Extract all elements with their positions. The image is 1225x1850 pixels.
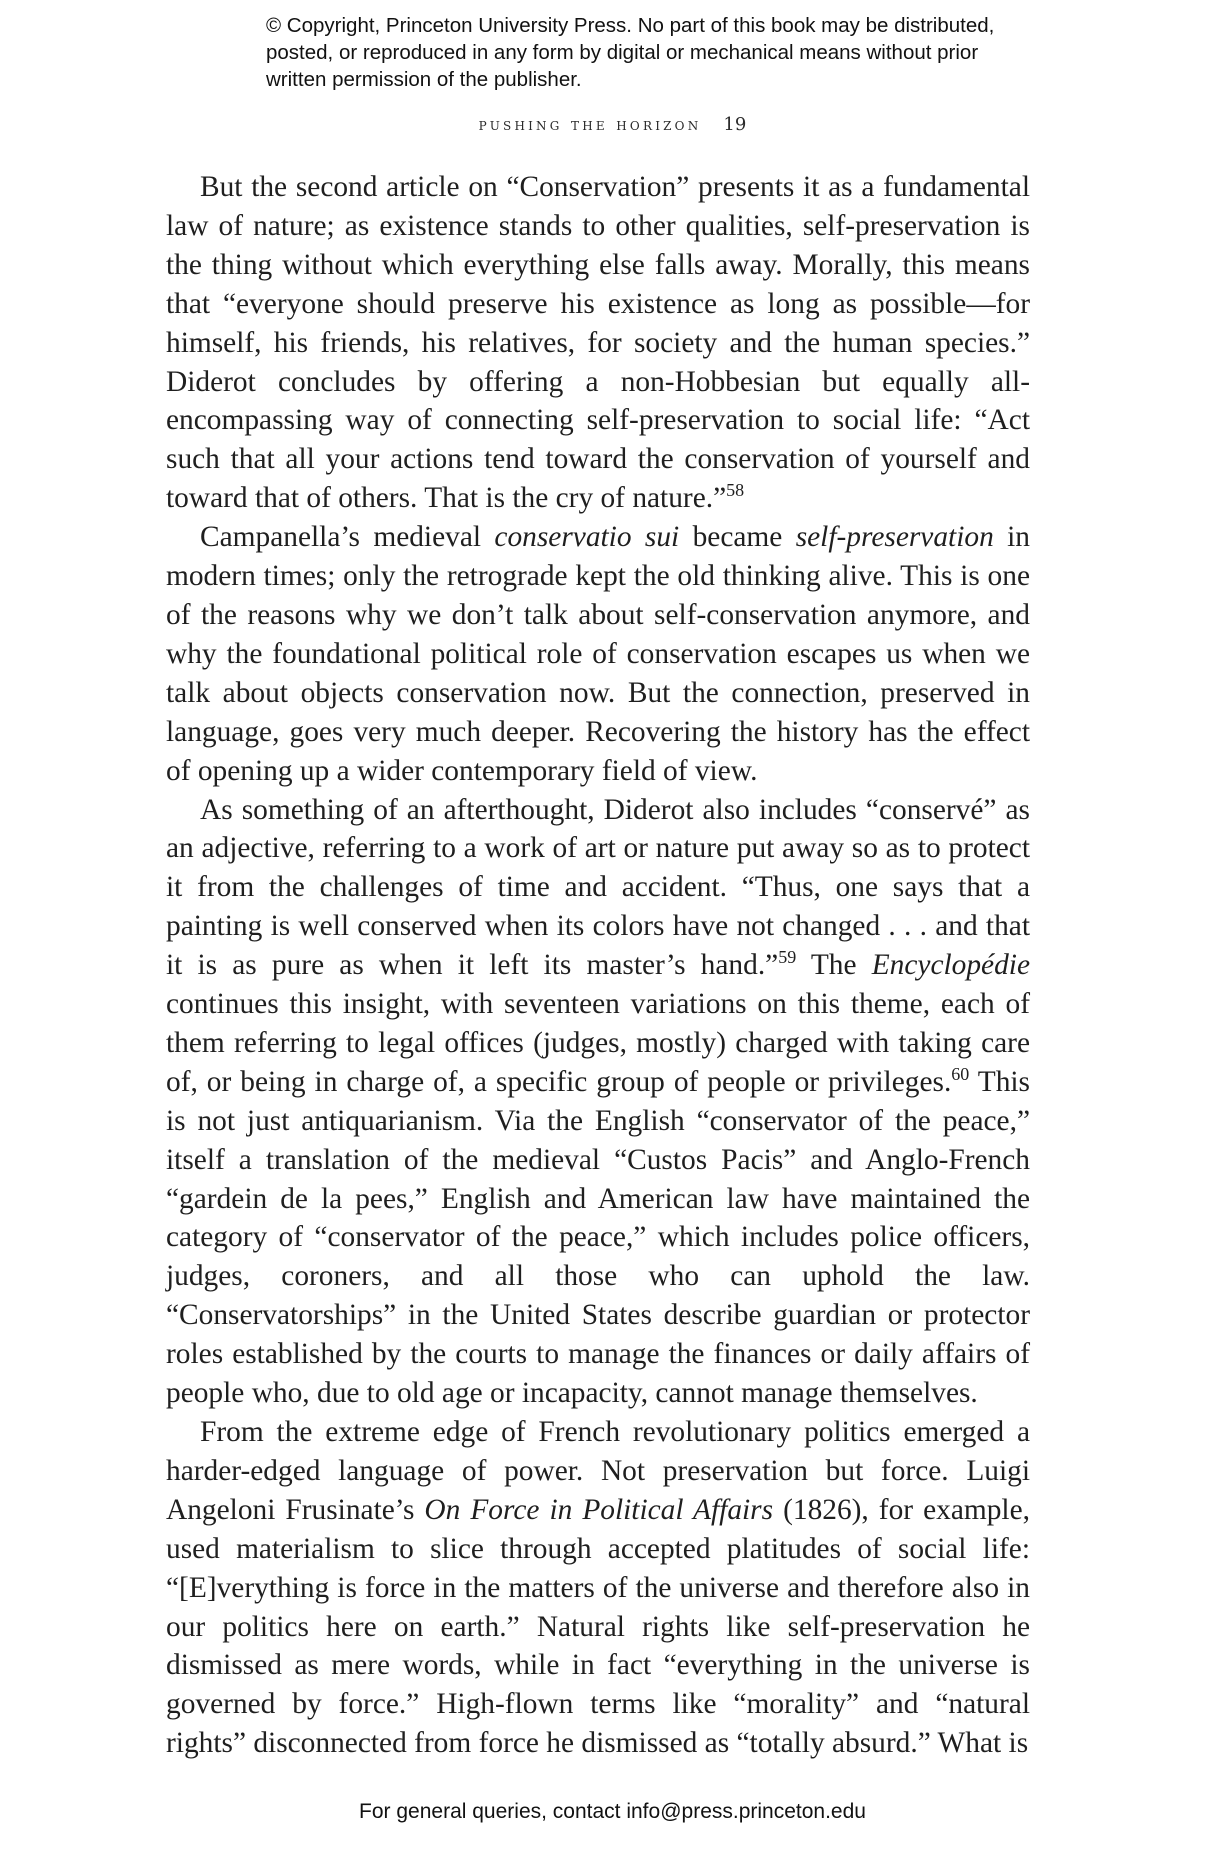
paragraph [166,791,1030,1414]
footnote-marker: 58 [726,480,745,501]
paragraph [166,518,1030,790]
page-number: 19 [723,114,747,135]
text-run: As something of an afterthought, Diderot also includes “conservé” as an adjective, referring to a work of art or nature put away so as to protect it from the challenges of time and accident. “Thus, one says that a painting is well conserved when its colors have not changed . . . and that it is as pure as when it left its master’s hand.” [166,793,1030,982]
footnote-marker: 59 [778,947,797,968]
paragraph [166,1413,1030,1763]
running-head [0,114,1225,135]
body-text [166,168,1030,1763]
footnote-marker: 60 [951,1063,970,1084]
copyright-notice: © Copyright, Princeton University Press. No part of this book may be distributed, posted, or reproduced in any form by digital or mechanical means without prior written permission of the publisher. [266,14,995,91]
italic-text: On Force in Political Affairs [424,1493,774,1526]
text-run: Campanella’s medieval [200,521,495,554]
italic-text: self-preservation [795,521,994,554]
paragraph [166,168,1030,518]
italic-text: Encyclopédie [871,949,1030,982]
text-run: From the extreme edge of French revolutionary politics emerged a harder-edged language of power. Not preservation but force. Luigi Angeloni Frusinate’s [166,1416,1030,1526]
text-run: But the second article on “Conservation” presents it as a fundamental law of nature; as existence stands to other qualities, self-preservation is the thing without which everything else falls away. Morally, this means that “everyone should preserve his existence as long as possible—for himself, his friends, his relatives, for society and the human species.” Diderot concludes by offering a non-Hobbesian but equally all-encompassing way of connecting self-preservation to social life: “Act such that all your actions tend toward the conservation of yourself and toward that of others. That is the cry of nature.” [166,171,1030,515]
text-run: continues this insight, with seventeen variations on this theme, each of them referring to legal offices (judges, mostly) charged with taking care of, or being in charge of, a specific group of people or privileges. [166,988,1030,1098]
text-run: in modern times; only the retrograde kept the old thinking alive. This is one of the reasons why we don’t talk about self-conservation anymore, and why the foundational political role of conservation escapes us when we talk about objects conservation now. But the connection, preserved in language, goes very much deeper. Recovering the history has the effect of opening up a wider contemporary field of view. [166,521,1030,787]
footer-contact: For general queries, contact info@press.princeton.edu [359,1800,866,1823]
running-head-title: pushing the horizon [478,115,702,134]
text-run: became [679,521,796,554]
text-run: This is not just antiquarianism. Via the English “conservator of the peace,” itself a translation of the medieval “Custos Pacis” and Anglo-French “gardein de la pees,” English and American law have maintained the category of “conservator of the peace,” which includes police officers, judges, coroners, and all those who can uphold the law. “Conservatorships” in the United States describe guardian or protector roles established by the courts to manage the finances or daily affairs of people who, due to old age or incapacity, cannot manage themselves. [166,1065,1030,1410]
italic-text: conservatio sui [494,521,680,554]
text-run: (1826), for example, used materialism to slice through accepted platitudes of social life: “[E]verything is force in the matters of the universe and therefore also in our politics here on earth.” Natural rights like self-preservation he dismissed as mere words, while in fact “everything in the universe is governed by force.” High-flown terms like “morality” and “natural rights” disconnected from force he dismissed as “totally absurd.” What is [166,1493,1030,1760]
text-run: The [796,949,872,982]
